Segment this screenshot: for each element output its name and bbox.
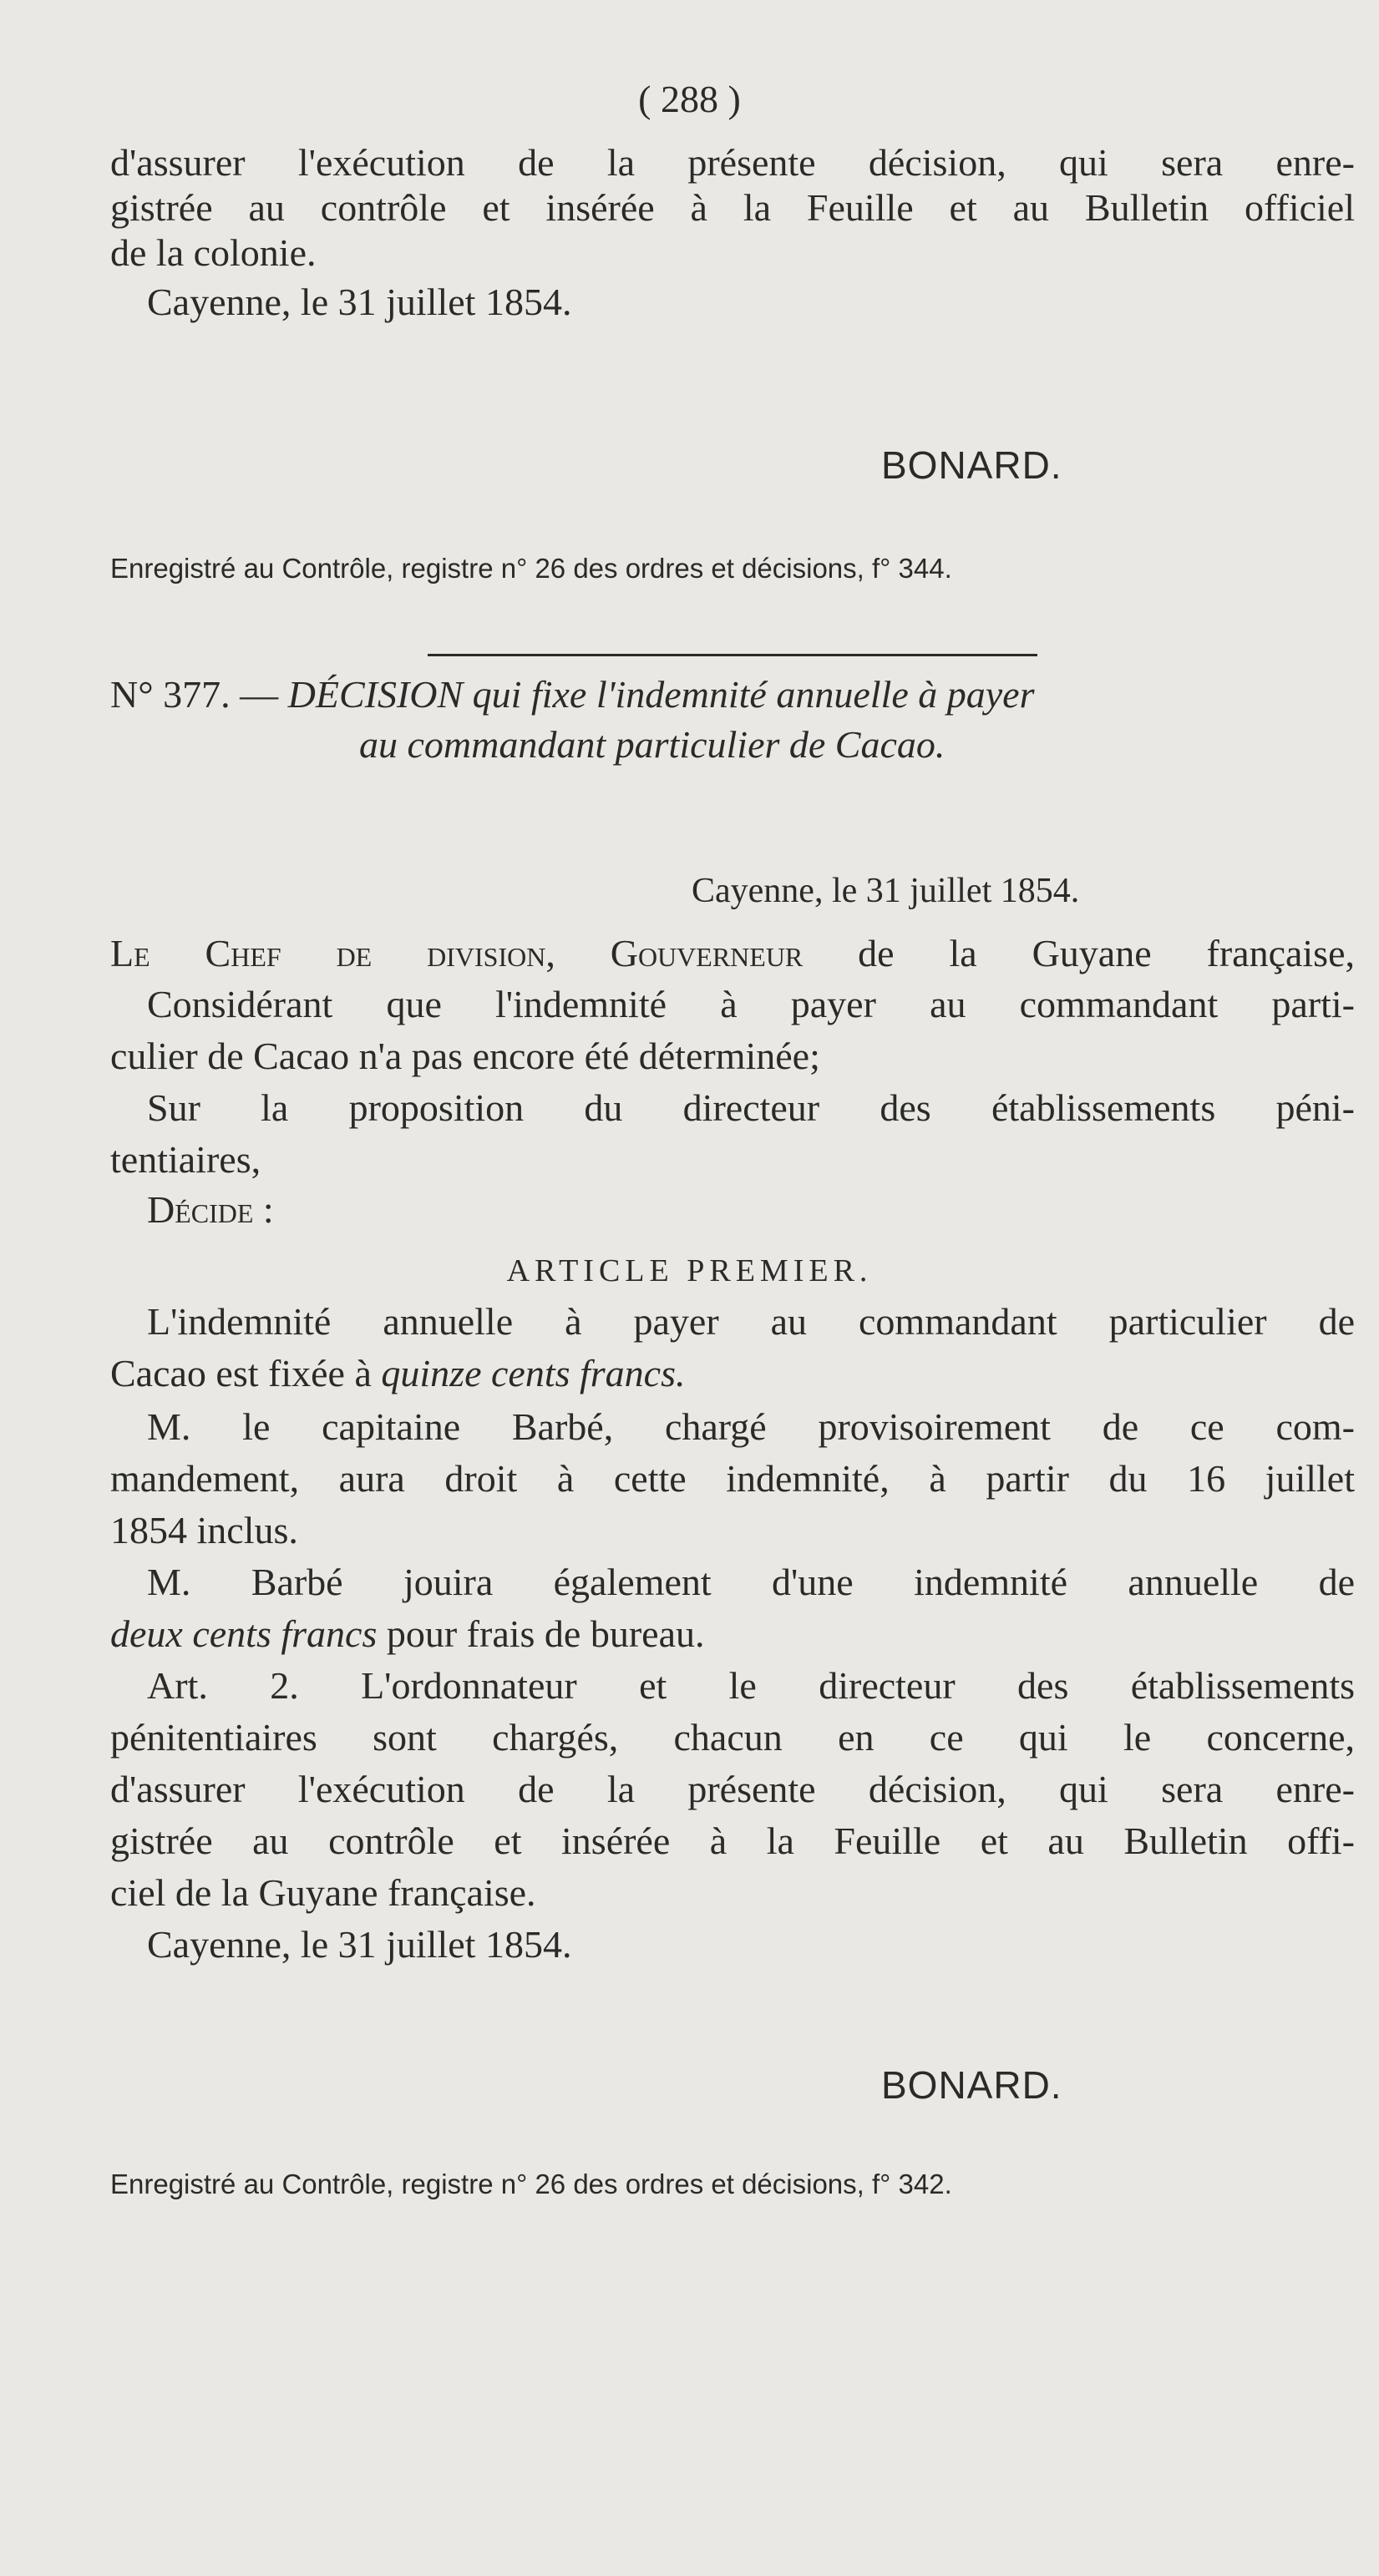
separator-rule — [428, 654, 1037, 656]
preamble-line: tentiaires, — [110, 1138, 261, 1181]
decision-title-line — [110, 672, 1355, 717]
decision-number: N° 377. — — [110, 673, 279, 716]
registration-note: Enregistré au Contrôle, registre n° 26 des ordres et décisions, f° 344. — [110, 553, 952, 584]
signature: BONARD. — [881, 443, 1062, 487]
decision-title: DÉCISION qui fixe l'indemnité annuelle à payer — [287, 673, 1035, 716]
article-line: mandement, aura droit à cette indemnité, à partir du 16 juillet — [110, 1457, 1355, 1500]
article-line — [110, 1351, 1355, 1396]
preamble-line: Sur la proposition du directeur des établissements péni- — [147, 1086, 1355, 1129]
decide-line: Décide : — [147, 1188, 274, 1231]
preamble-line: Considérant que l'indemnité à payer au commandant parti- — [147, 983, 1355, 1025]
date-line: Cayenne, le 31 juillet 1854. — [147, 1923, 572, 1966]
article-line: M. le capitaine Barbé, chargé provisoirement de ce com- — [147, 1405, 1355, 1448]
article-line: pénitentiaires sont chargés, chacun en ce qui le concerne, — [110, 1716, 1355, 1759]
article-heading: ARTICLE PREMIER. — [506, 1253, 873, 1288]
article-line: d'assurer l'exécution de la présente décision, qui sera enre- — [110, 1768, 1355, 1810]
preamble-line — [110, 931, 1355, 976]
authority-rest: de la Guyane française, — [803, 932, 1355, 974]
article-line — [110, 1612, 1355, 1657]
decision-title-line: au commandant particulier de Cacao. — [359, 723, 946, 766]
text-line: d'assurer l'exécution de la présente décision, qui sera enre- — [110, 141, 1355, 184]
article-line: gistrée au contrôle et insérée à la Feuille et au Bulletin offi- — [110, 1819, 1355, 1862]
article-line: L'indemnité annuelle à payer au commandant particulier de — [147, 1300, 1355, 1343]
article-line: 1854 inclus. — [110, 1509, 298, 1551]
article-text: Cacao est fixée à — [110, 1352, 382, 1394]
decision-date: Cayenne, le 31 juillet 1854. — [692, 872, 1080, 910]
signature: BONARD. — [881, 2063, 1062, 2107]
article-line: M. Barbé jouira également d'une indemnité annuelle de — [147, 1561, 1355, 1603]
authority: Le Chef de division, Gouverneur — [110, 932, 804, 974]
date-line: Cayenne, le 31 juillet 1854. — [147, 281, 572, 323]
amount: quinze cents francs. — [381, 1352, 686, 1394]
amount: deux cents francs — [110, 1612, 378, 1655]
preamble-line: culier de Cacao n'a pas encore été déterminée; — [110, 1035, 820, 1077]
article-text: pour frais de bureau. — [377, 1612, 705, 1655]
page-number: ( 288 ) — [638, 78, 741, 120]
article-line: Art. 2. L'ordonnateur et le directeur des établissements — [147, 1664, 1355, 1707]
registration-note: Enregistré au Contrôle, registre n° 26 des ordres et décisions, f° 342. — [110, 2169, 952, 2199]
text-line: gistrée au contrôle et insérée à la Feuille et au Bulletin officiel — [110, 186, 1355, 229]
text-line: de la colonie. — [110, 231, 317, 274]
article-line: ciel de la Guyane française. — [110, 1871, 536, 1914]
